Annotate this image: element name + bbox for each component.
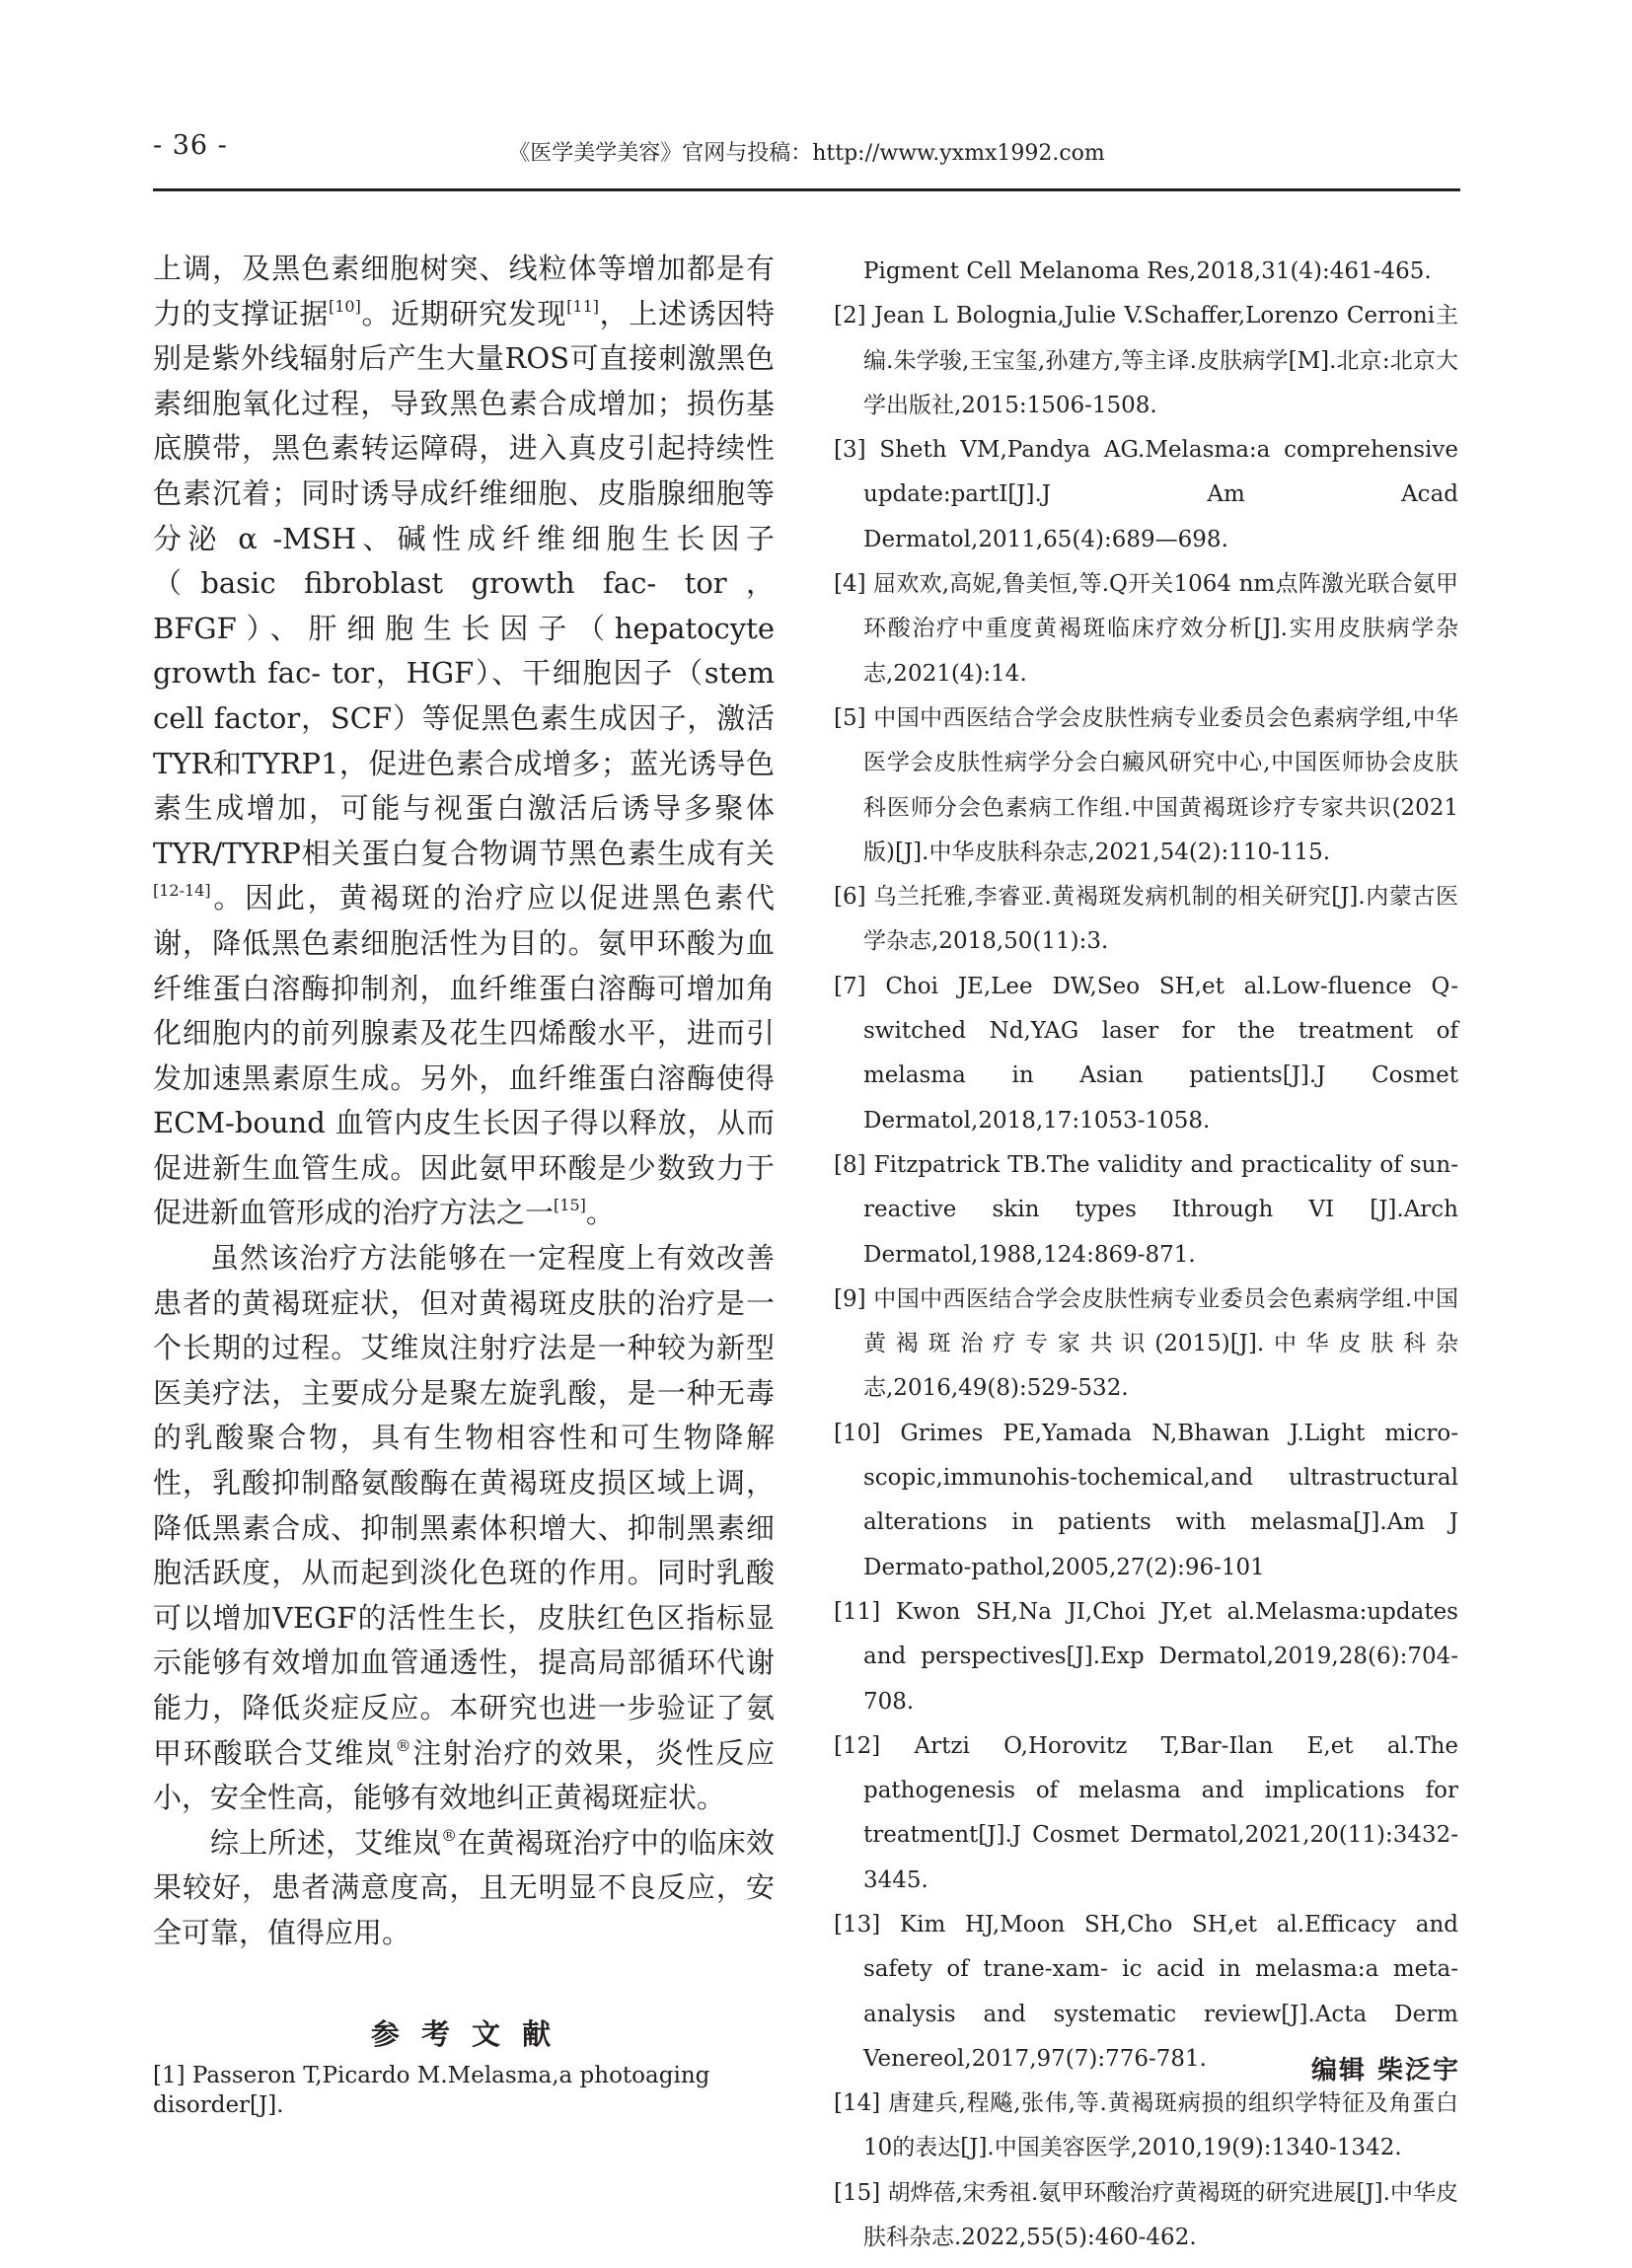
- citation-11[interactable]: [11]: [566, 296, 599, 316]
- registered-mark: ®: [441, 1825, 458, 1845]
- reference-item: [2] Jean L Bolognia,Julie V.Schaffer,Lorenzo Cerroni主编.朱学骏,王宝玺,孙建方,等主译.皮肤病学[M].北京:北京大学出版社,2015:1506-1508.: [834, 303, 1458, 418]
- reference-item: [6] 乌兰托雅,李睿亚.黄褐斑发病机制的相关研究[J].内蒙古医学杂志,2018,50(11):3.: [834, 884, 1458, 955]
- citation-15[interactable]: [15]: [554, 1196, 586, 1215]
- body-paragraph-1: 上调，及黑色素细胞树突、线粒体等增加都是有力的支撑证据[10]。近期研究发现[11]，上述诱因特别是紫外线辐射后产生大量ROS可直接刺激黑色素细胞氧化过程，导致黑色素合成增加；损伤基底膜带，黑色素转运障碍，进入真皮引起持续性色素沉着；同时诱导成纤维细胞、皮脂腺细胞等分泌 α -MSH、碱性成纤维细胞生长因子（basic fibroblast growth fac- tor，BFGF）、肝细胞生长因子（hepatocyte growth fac- tor，HGF）、干细胞因子（stem cell factor，SCF）等促黑色素生成因子，激活TYR和TYRP1，促进色素合成增多；蓝光诱导色素生成增加，可能与视蛋白激活后诱导多聚体TYR/TYRP相关蛋白复合物调节黑色素生成有关[12-14]。因此，黄褐斑的治疗应以促进黑色素代谢，降低黑色素细胞活性为目的。氨甲环酸为血纤维蛋白溶酶抑制剂，血纤维蛋白溶酶可增加角化细胞内的前列腺素及花生四烯酸水平，进而引发加速黑素原生成。另外，血纤维蛋白溶酶使得 ECM-bound 血管内皮生长因子得以释放，从而促进新生血管生成。因此氨甲环酸是少数致力于促进新血管形成的治疗方法之一[15]。: [153, 252, 775, 1230]
- reference-item: [13] Kim HJ,Moon SH,Cho SH,et al.Efficacy and safety of trane-xam- ic acid in melasma:a meta-analysis and systematic review[J].Acta Derm Venereol,2017,97(7):776-781.: [834, 1911, 1458, 2072]
- citation-10[interactable]: [10]: [328, 296, 361, 316]
- reference-item: [4] 屈欢欢,高妮,鲁美恒,等.Q开关1064 nm点阵激光联合氨甲环酸治疗中重度黄褐斑临床疗效分析[J].实用皮肤病学杂志,2021(4):14.: [834, 571, 1458, 687]
- left-column: [153, 247, 775, 2120]
- editor-credit: 编辑 柴泛宇: [1310, 2056, 1460, 2085]
- reference-item: [3] Sheth VM,Pandya AG.Melasma:a comprehensive update:partI[J].J Am Acad Dermatol,2011,65(4):689—698.: [834, 437, 1458, 552]
- header-rule: [153, 188, 1460, 191]
- citation-12-14[interactable]: [12-14]: [153, 881, 211, 901]
- reference-item: [5] 中国中西医结合学会皮肤性病专业委员会色素病学组,中华医学会皮肤性病学分会白癜风研究中心,中国医师协会皮肤科医师分会色素病工作组.中国黄褐斑诊疗专家共识(2021版)[J].中华皮肤科杂志,2021,54(2):110-115.: [834, 704, 1458, 865]
- page-number: - 36 -: [153, 130, 228, 161]
- reference-item: [14] 唐建兵,程飚,张伟,等.黄褐斑病损的组织学特征及角蛋白10的表达[J].中国美容医学,2010,19(9):1340-1342.: [834, 2090, 1458, 2161]
- reference-item: [15] 胡烨蓓,宋秀祖.氨甲环酸治疗黄褐斑的研究进展[J].中华皮肤科杂志.2022,55(5):460-462.: [834, 2179, 1458, 2251]
- references-heading: 参 考 文 献: [370, 2016, 557, 2051]
- reference-item: [12] Artzi O,Horovitz T,Bar-Ilan E,et al.The pathogenesis of melasma and implications for treatment[J].J Cosmet Dermatol,2021,20(11):3432-3445.: [834, 1732, 1458, 1893]
- registered-mark: ®: [395, 1735, 411, 1755]
- reference-item: [7] Choi JE,Lee DW,Seo SH,et al.Low-fluence Q-switched Nd,YAG laser for the treatment of melasma in Asian patients[J].J Cosmet Dermatol,2018,17:1053-1058.: [834, 973, 1458, 1134]
- body-paragraph-2: 虽然该治疗方法能够在一定程度上有效改善患者的黄褐斑症状，但对黄褐斑皮肤的治疗是一个长期的过程。艾维岚注射疗法是一种较为新型医美疗法，主要成分是聚左旋乳酸，是一种无毒的乳酸聚合物，具有生物相容性和可生物降解性，乳酸抑制酪氨酸酶在黄褐斑皮损区域上调，降低黑素合成、抑制黑素体积增大、抑制黑素细胞活跃度，从而起到淡化色斑的作用。同时乳酸可以增加VEGF的活性生长，皮肤红色区指标显示能够有效增加血管通透性，提高局部循环代谢能力，降低炎症反应。本研究也进一步验证了氨甲环酸联合艾维岚®注射治疗的效果，炎性反应小，安全性高，能够有效地纠正黄褐斑症状。: [153, 1241, 775, 1815]
- running-head: 《医学美学美容》官网与投稿：http://www.yxmx1992.com: [508, 141, 1105, 166]
- body-paragraph-3: 综上所述，艾维岚®在黄褐斑治疗中的临床效果较好，患者满意度高，且无明显不良反应，安全可靠，值得应用。: [153, 1825, 775, 1949]
- reference-1-continued: Pigment Cell Melanoma Res,2018,31(4):461-465.: [863, 258, 1432, 284]
- reference-item: [11] Kwon SH,Na JI,Choi JY,et al.Melasma:updates and perspectives[J].Exp Dermatol,2019,28(6):704-708.: [834, 1598, 1458, 1715]
- reference-item: [8] Fitzpatrick TB.The validity and practicality of sun-reactive skin types Ithrough VI [J].Arch Dermatol,1988,124:869-871.: [834, 1151, 1458, 1268]
- right-column: [834, 250, 1458, 2260]
- reference-item: [10] Grimes PE,Yamada N,Bhawan J.Light micro-scopic,immunohis-tochemical,and ultrastructural alterations in patients with melasma[J].Am J Dermato-pathol,2005,27(2):96-101: [834, 1420, 1458, 1580]
- page-header: [153, 130, 1460, 170]
- reference-1-start: [1] Passeron T,Picardo M.Melasma,a photoaging disorder[J].: [153, 2062, 710, 2118]
- reference-item: [9] 中国中西医结合学会皮肤性病专业委员会色素病学组.中国黄褐斑治疗专家共识(2015)[J].中华皮肤科杂志,2016,49(8):529-532.: [834, 1285, 1458, 1402]
